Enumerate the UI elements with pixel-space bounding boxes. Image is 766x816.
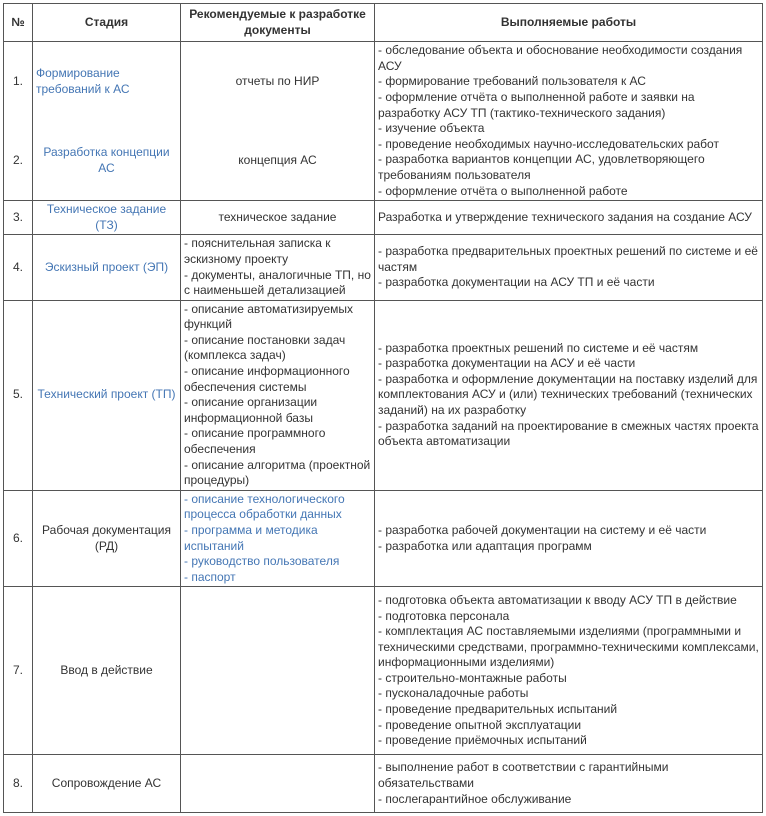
works-cell [375, 755, 763, 813]
table-row-1 [4, 42, 763, 121]
works-list-stage-3: Разработка и утверждение технического задания на создание АСУ [378, 209, 752, 224]
works-list-stage-8: - выполнение работ в соответствии с гарантийными обязательствами - послегарантийное обслуживание [378, 760, 669, 806]
stage-link-eskiznyy-proekt[interactable]: Эскизный проект (ЭП) [44, 259, 169, 274]
works-cell [375, 300, 763, 490]
stage-cell [33, 300, 181, 490]
table-row-5 [4, 300, 763, 490]
row-num: 5. [4, 300, 33, 490]
table-row-4 [4, 235, 763, 300]
docs-cell [181, 300, 375, 490]
works-cell [375, 587, 763, 755]
stage-cell: Ввод в действие [33, 587, 181, 755]
row-num: 3. [4, 201, 33, 235]
docs-cell: техническое задание [181, 201, 375, 235]
docs-list-stage-5: - описание автоматизируемых функций - описание постановки задач (комплекса задач) - описание информационного обеспечения системы - описание организации информационной базы - описание программного обеспечения - описание алгоритма (проектной процедуры) [184, 301, 371, 488]
stage-cell: Рабочая документация (РД) [33, 490, 181, 587]
stage-cell [33, 235, 181, 300]
docs-cell-empty [181, 755, 375, 813]
works-cell [375, 235, 763, 300]
works-list-stage-5: - разработка проектных решений по системе и её частям - разработка документации на АСУ и её части - разработка и оформление документации на поставку изделий для комплектования АСУ и (или) технических требований (технических заданий) на их разработку - разработка заданий на проектирование в смежных частях проекта объекта автоматизации [378, 340, 759, 449]
works-cell [375, 201, 763, 235]
col-header-num: № [4, 4, 33, 42]
docs-list-stage-4: - пояснительная записка к эскизному проекту - документы, аналогичные ТП, но с наименьшей детализацией [184, 236, 371, 298]
row-num: 6. [4, 490, 33, 587]
row-num: 2. [4, 121, 33, 200]
col-header-stage: Стадия [33, 4, 181, 42]
stage-cell [33, 201, 181, 235]
table-row-8 [4, 755, 763, 813]
works-cell [375, 490, 763, 587]
stage-link-razrabotka-koncepcii[interactable]: Разработка концепции АС [43, 145, 170, 175]
header-row [4, 4, 763, 42]
works-list-stage-4: - разработка предварительных проектных решений по системе и её частям - разработка документации на АСУ ТП и её части [378, 244, 758, 290]
docs-cell: отчеты по НИР [181, 42, 375, 121]
stage-link-formirovanie-trebovaniy[interactable]: Формирование требований к АС [36, 66, 130, 96]
works-cell-merged-1-2 [375, 42, 763, 201]
table-row-6 [4, 490, 763, 587]
table-row-3 [4, 201, 763, 235]
docs-cell [181, 235, 375, 300]
col-header-docs: Рекомендуемые к разработке документы [181, 4, 375, 42]
col-header-works: Выполняемые работы [375, 4, 763, 42]
row-num: 4. [4, 235, 33, 300]
works-list-stage-7: - подготовка объекта автоматизации к вводу АСУ ТП в действие - подготовка персонала - комплектация АС поставляемыми изделиями (программными и техническими средствами, программно-техническими комплексами, информационными изделиями) - строительно-монтажные работы - пусконаладочные работы - проведение предварительных испытаний - проведение опытной эксплуатации - проведение приёмочных испытаний [378, 592, 759, 748]
docs-cell [181, 490, 375, 587]
stages-table [3, 3, 763, 813]
table-row-7 [4, 587, 763, 755]
stage-link-tehnicheskoe-zadanie[interactable]: Техническое задание (ТЗ) [46, 202, 167, 232]
row-num: 7. [4, 587, 33, 755]
docs-cell-empty [181, 587, 375, 755]
works-list-stage-2: - изучение объекта - проведение необходимых научно-исследовательских работ - разработка вариантов концепции АС, удовлетворяющего требованиям пользователя - оформление отчёта о выполненной работе [378, 121, 719, 198]
stage-cell: Сопровождение АС [33, 755, 181, 813]
stage-cell [33, 121, 181, 200]
row-num: 8. [4, 755, 33, 813]
stage-cell [33, 42, 181, 121]
docs-cell: концепция АС [181, 121, 375, 200]
stage-link-tehnicheskiy-proekt[interactable]: Технический проект (ТП) [37, 387, 176, 402]
works-list-stage-1: - обследование объекта и обоснование необходимости создания АСУ - формирование требований пользователя к АС - оформление отчёта о выполненной работе и заявки на разработку АСУ ТП (тактико-технического задания) [378, 43, 743, 120]
row-num: 1. [4, 42, 33, 121]
docs-links-stage-6[interactable]: - описание технологического процесса обработки данных - программа и методика испытаний - руководство пользователя - паспорт [184, 491, 345, 584]
works-list-stage-6: - разработка рабочей документации на систему и её части - разработка или адаптация программ [378, 523, 707, 553]
